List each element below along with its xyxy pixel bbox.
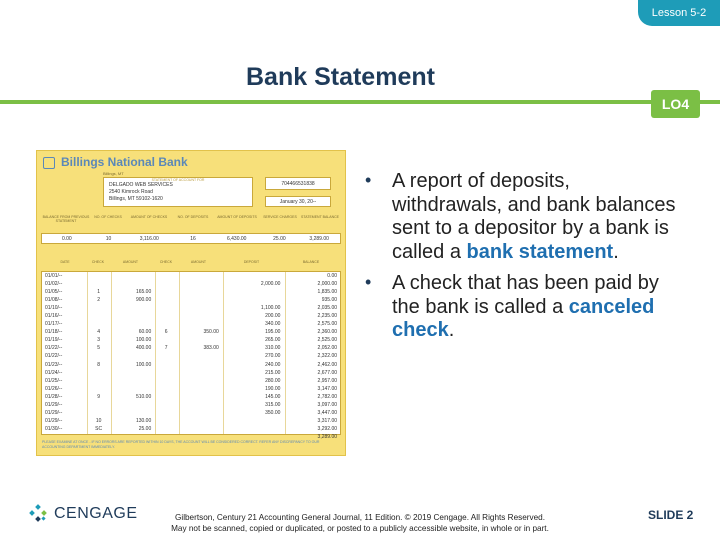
table-cell: 4 xyxy=(97,329,100,336)
table-cell xyxy=(178,393,222,401)
table-cell: 935.00 xyxy=(321,297,338,304)
bullet-list xyxy=(362,170,682,351)
table-cell xyxy=(178,296,222,304)
cengage-wordmark: CENGAGE xyxy=(54,505,138,522)
summary-header: AMOUNT OF CHECKS xyxy=(130,215,168,219)
table-cell xyxy=(222,272,284,280)
table-cell xyxy=(178,425,222,433)
cengage-logo xyxy=(28,503,138,525)
table-cell xyxy=(111,304,155,312)
column-header: DATE xyxy=(60,260,70,264)
copyright-notice xyxy=(140,512,580,534)
bullet-icon: • xyxy=(365,272,372,292)
table-cell xyxy=(87,272,111,280)
table-cell: 195.00 xyxy=(265,329,281,336)
table-cell: 01/25/-- xyxy=(45,377,63,384)
table-cell xyxy=(154,417,178,425)
table-cell: 25.00 xyxy=(138,425,152,432)
table-cell: 01/10/-- xyxy=(45,305,63,312)
title-divider xyxy=(0,100,720,104)
statement-date: January 30, 20-- xyxy=(265,196,331,207)
table-cell: 510.00 xyxy=(135,393,152,400)
table-cell: 01/28/-- xyxy=(45,393,63,400)
table-cell: 310.00 xyxy=(265,345,281,352)
table-cell: 383.00 xyxy=(203,345,219,352)
lesson-tab: Lesson 5-2 xyxy=(638,0,720,26)
summary-value: 10 xyxy=(105,236,112,242)
bullet-item xyxy=(362,272,682,343)
table-cell: 10 xyxy=(95,417,102,424)
table-cell xyxy=(178,401,222,409)
slide-title: Bank Statement xyxy=(246,63,435,91)
table-cell xyxy=(222,417,284,425)
bullet-punct: . xyxy=(613,240,619,263)
table-cell xyxy=(111,369,155,377)
table-cell: 01/22/-- xyxy=(45,353,63,360)
bank-name: Billings National Bank xyxy=(61,155,188,169)
table-cell xyxy=(154,336,178,344)
table-cell: 01/02/-- xyxy=(45,281,63,288)
summary-header: NO. OF DEPOSITS xyxy=(177,215,209,219)
table-cell: 2,322.00 xyxy=(317,353,338,360)
table-cell: 01/01/-- xyxy=(45,273,63,279)
table-cell xyxy=(178,377,222,385)
table-cell xyxy=(178,288,222,296)
table-cell: 100.00 xyxy=(135,361,152,368)
table-cell: 01/05/-- xyxy=(45,289,63,296)
table-cell: 145.00 xyxy=(265,393,281,400)
key-term: bank statement xyxy=(466,240,614,263)
table-cell: 1,835.00 xyxy=(317,289,338,296)
table-cell: 1,100.00 xyxy=(260,305,281,312)
table-cell xyxy=(111,385,155,393)
summary-value: 6,430.00 xyxy=(226,236,247,242)
table-cell: 270.00 xyxy=(265,353,281,360)
table-cell xyxy=(154,280,178,288)
table-cell xyxy=(154,361,178,369)
bank-city: Billings, MT xyxy=(103,171,124,176)
table-cell xyxy=(222,288,284,296)
table-cell: 01/26/-- xyxy=(45,385,63,392)
table-cell: 2,235.00 xyxy=(317,313,338,320)
table-cell: 01/29/-- xyxy=(45,409,63,416)
table-cell xyxy=(222,296,284,304)
summary-header: STATEMENT BALANCE xyxy=(301,215,339,219)
table-cell xyxy=(154,304,178,312)
table-cell xyxy=(178,312,222,320)
table-cell xyxy=(178,417,222,425)
table-cell xyxy=(178,352,222,360)
table-cell xyxy=(154,393,178,401)
table-cell xyxy=(154,369,178,377)
bullet-icon: • xyxy=(365,170,372,190)
column-header: AMOUNT xyxy=(122,260,139,264)
table-cell: 01/19/-- xyxy=(45,337,63,344)
account-for-caption: STATEMENT OF ACCOUNT FOR xyxy=(151,178,205,182)
table-cell xyxy=(111,312,155,320)
table-cell: 200.00 xyxy=(265,313,281,320)
table-cell: 3,289.00 xyxy=(317,433,338,440)
table-cell: 265.00 xyxy=(265,337,281,344)
column-header: BALANCE xyxy=(302,260,320,264)
table-cell: 900.00 xyxy=(135,297,152,304)
table-cell: 2,035.00 xyxy=(317,305,338,312)
table-cell xyxy=(154,385,178,393)
table-cell xyxy=(111,320,155,328)
table-cell xyxy=(87,409,111,417)
table-cell: 2,525.00 xyxy=(317,337,338,344)
table-cell: 3,447.00 xyxy=(317,409,338,416)
table-cell: 01/23/-- xyxy=(45,361,63,368)
table-cell: 01/08/-- xyxy=(45,297,63,304)
bullet-text: A report of deposits, withdrawals, and bank balances sent to a depositor by a bank is called a xyxy=(392,170,676,263)
table-cell xyxy=(178,304,222,312)
table-cell: 01/22/-- xyxy=(45,345,63,352)
bullet-item xyxy=(362,170,682,264)
table-cell xyxy=(87,280,111,288)
bullet-text: A check that has been paid by the bank is called a xyxy=(392,272,659,318)
table-cell xyxy=(154,352,178,360)
table-cell xyxy=(178,409,222,417)
learning-objective-badge: LO4 xyxy=(651,90,700,118)
table-cell xyxy=(154,288,178,296)
table-cell: 400.00 xyxy=(135,345,152,352)
account-holder-box xyxy=(103,177,253,207)
cengage-logo-icon xyxy=(28,503,50,525)
table-cell: 2,575.00 xyxy=(317,321,338,328)
table-cell xyxy=(178,336,222,344)
table-cell: 2,677.00 xyxy=(317,369,338,376)
table-cell: 0.00 xyxy=(327,273,338,279)
table-cell: 2,360.00 xyxy=(317,329,338,336)
table-cell xyxy=(222,425,284,433)
summary-header: AMOUNT OF DEPOSITS xyxy=(217,215,257,219)
table-cell: 7 xyxy=(164,345,168,352)
table-cell xyxy=(154,377,178,385)
table-cell xyxy=(87,369,111,377)
table-cell: 3,317.00 xyxy=(317,417,338,424)
transaction-column-headers xyxy=(41,260,341,268)
table-cell: 01/17/-- xyxy=(45,321,63,328)
summary-value: 3,116.00 xyxy=(139,236,159,242)
table-cell xyxy=(111,352,155,360)
copyright-line: May not be scanned, copied or duplicated, or posted to a publicly accessible website, in whole or in part. xyxy=(171,524,549,533)
table-cell: 350.00 xyxy=(203,329,219,336)
table-cell xyxy=(178,369,222,377)
table-cell: 2,052.00 xyxy=(317,345,338,352)
statement-footer-note: PLEASE EXAMINE AT ONCE - IF NO ERRORS ARE REPORTED WITHIN 10 DAYS, THE ACCOUNT WILL BE CONSIDERED CORRECT. REFER ANY DISCREPANCY TO OUR ACCOUNTING DEPARTMENT IMMEDIATELY. xyxy=(42,440,320,449)
table-cell: 3,147.00 xyxy=(317,385,338,392)
summary-value: 16 xyxy=(190,236,196,242)
table-cell: 100.00 xyxy=(135,337,152,344)
column-header: DEPOSIT xyxy=(243,260,260,264)
table-cell: 315.00 xyxy=(265,401,281,408)
column-header: CHECK xyxy=(91,260,105,264)
account-number: 704466531838 xyxy=(265,177,331,190)
summary-header: SERVICE CHARGES xyxy=(263,215,297,219)
table-cell xyxy=(87,385,111,393)
table-cell: 01/16/-- xyxy=(45,313,63,320)
table-cell: 2 xyxy=(97,297,100,304)
table-cell: 3,292.00 xyxy=(317,425,338,432)
table-cell: 3 xyxy=(97,337,100,344)
summary-values xyxy=(41,233,341,244)
table-cell: 1 xyxy=(97,289,100,296)
table-cell: SC xyxy=(95,425,103,432)
table-cell: 2,957.00 xyxy=(317,377,338,384)
table-cell xyxy=(154,312,178,320)
table-cell: 5 xyxy=(97,345,100,352)
table-cell xyxy=(154,272,178,280)
table-cell xyxy=(154,425,178,433)
table-cell: 01/30/-- xyxy=(45,425,63,432)
summary-headers xyxy=(41,215,341,227)
table-cell xyxy=(111,377,155,385)
summary-value: 3,289.00 xyxy=(309,236,329,242)
bullet-punct: . xyxy=(448,319,455,341)
table-cell xyxy=(111,280,155,288)
table-cell: 2,782.00 xyxy=(317,393,338,400)
account-street: 2540 Kimrock Road xyxy=(109,189,153,195)
column-header: CHECK xyxy=(159,260,173,264)
summary-value: 25.00 xyxy=(273,236,286,242)
table-cell xyxy=(111,272,155,280)
summary-header: NO. OF CHECKS xyxy=(94,215,122,219)
table-cell: 3,097.00 xyxy=(317,401,338,408)
table-cell xyxy=(87,352,111,360)
table-cell: 01/18/-- xyxy=(45,329,63,336)
table-cell xyxy=(111,409,155,417)
table-cell xyxy=(154,409,178,417)
table-cell xyxy=(178,280,222,288)
summary-value: 0.00 xyxy=(61,236,72,242)
table-cell: 9 xyxy=(97,393,100,400)
table-cell xyxy=(178,361,222,369)
table-cell xyxy=(87,320,111,328)
table-cell: 2,000.00 xyxy=(260,281,281,288)
bank-logo-icon xyxy=(43,157,55,169)
table-cell: 8 xyxy=(97,361,100,368)
table-cell xyxy=(111,401,155,409)
table-cell: 01/29/-- xyxy=(45,417,63,424)
table-cell xyxy=(87,312,111,320)
table-cell xyxy=(178,385,222,393)
table-cell xyxy=(87,304,111,312)
account-city: Billings, MT 59102-1620 xyxy=(109,196,163,202)
key-term: canceled check xyxy=(392,295,655,341)
transaction-table xyxy=(41,271,341,440)
table-cell: 190.00 xyxy=(265,385,281,392)
table-cell: 01/24/-- xyxy=(45,369,63,376)
table-cell xyxy=(154,296,178,304)
column-header: AMOUNT xyxy=(190,260,207,264)
table-cell: 240.00 xyxy=(265,361,281,368)
table-cell: 280.00 xyxy=(265,377,281,384)
table-cell xyxy=(154,320,178,328)
table-cell: 130.00 xyxy=(135,417,152,424)
table-cell: 340.00 xyxy=(265,321,281,328)
table-cell: 215.00 xyxy=(265,369,281,376)
summary-header: BALANCE FROM PREVIOUS STATEMENT xyxy=(42,215,90,223)
table-cell xyxy=(87,401,111,409)
table-cell xyxy=(87,377,111,385)
table-cell: 01/29/-- xyxy=(45,401,63,408)
account-name: DELGADO WEB SERVICES xyxy=(109,182,173,188)
bank-statement-image xyxy=(36,150,346,456)
copyright-line: Gilbertson, Century 21 Accounting General Journal, 11 Edition. © 2019 Cengage. All Rights Reserved. xyxy=(175,513,545,522)
table-cell: 2,462.00 xyxy=(317,361,338,368)
table-cell xyxy=(154,401,178,409)
table-cell: 6 xyxy=(164,329,168,336)
table-cell xyxy=(178,320,222,328)
table-cell: 60.00 xyxy=(138,329,152,336)
table-cell: 2,000.00 xyxy=(317,281,338,288)
table-cell: 350.00 xyxy=(265,409,281,416)
table-cell xyxy=(178,272,222,280)
table-cell: 165.00 xyxy=(135,289,152,296)
slide-number: SLIDE 2 xyxy=(648,508,694,522)
